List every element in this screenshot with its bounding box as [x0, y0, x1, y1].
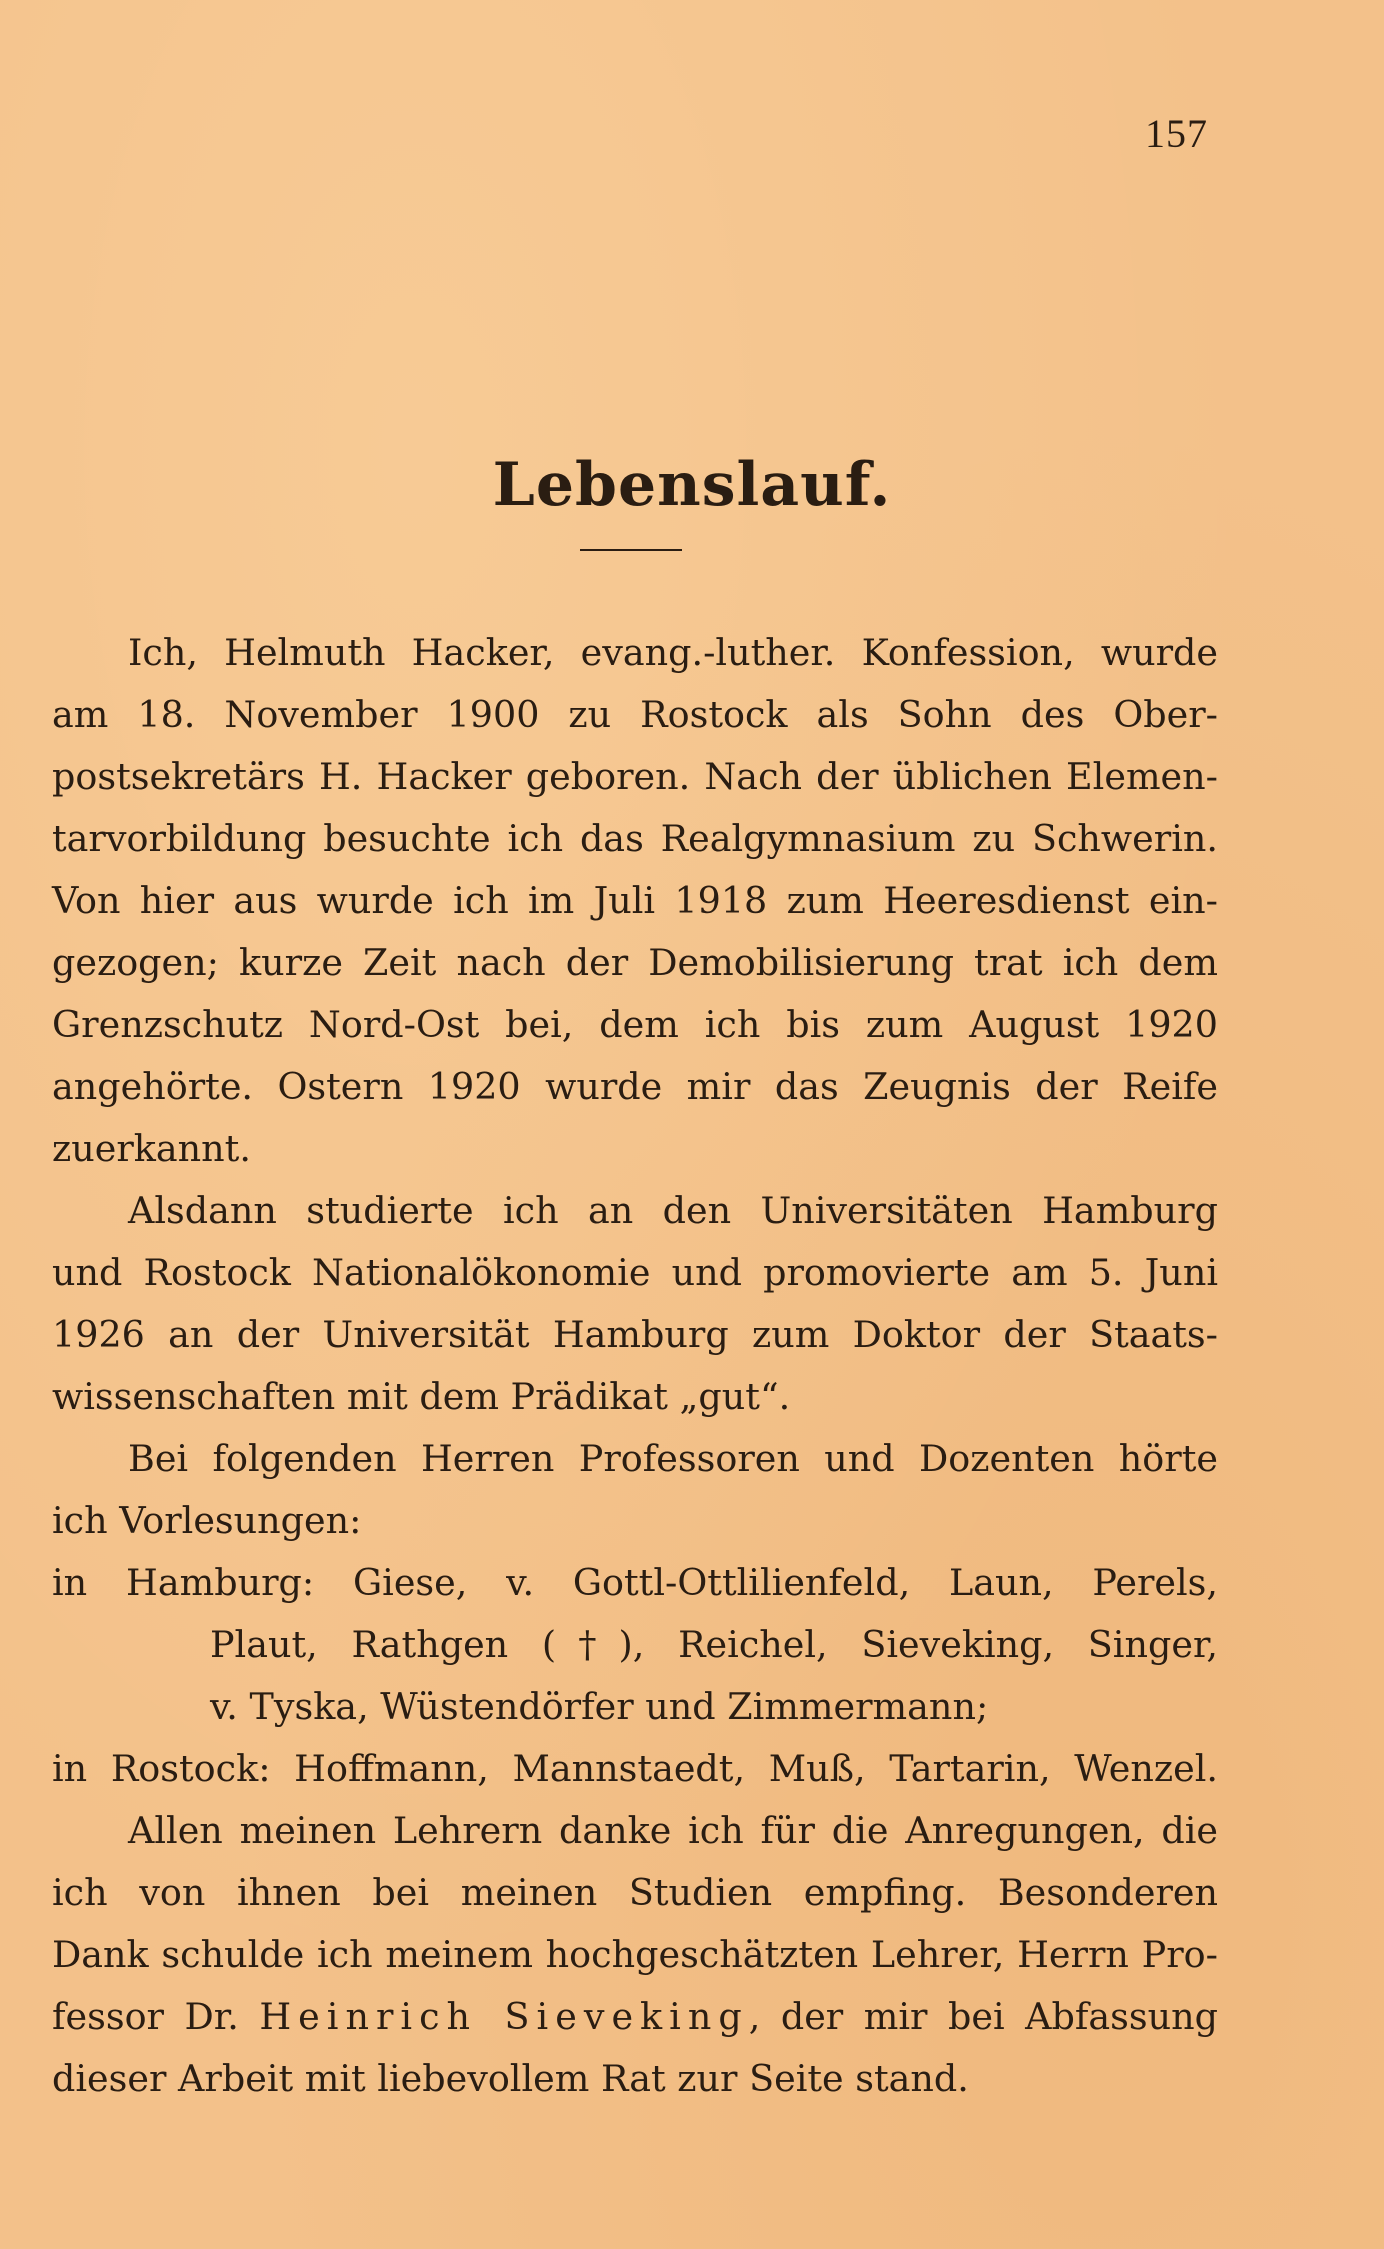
text-line: Bei folgenden Herren Professoren und Dozenten hörte: [128, 1437, 1218, 1480]
lecturer-list-line: in Rostock: Hoffmann, Mannstaedt, Muß, Tartarin, Wenzel.: [52, 1747, 1218, 1790]
text-line: wissenschaften mit dem Prädikat „gut“.: [52, 1375, 791, 1418]
text-line: Von hier aus wurde ich im Juli 1918 zum Heeresdienst ein-: [52, 879, 1218, 922]
text-line: gezogen; kurze Zeit nach der Demobilisierung trat ich dem: [52, 941, 1218, 984]
text-line: Grenzschutz Nord-Ost bei, dem ich bis zum August 1920: [52, 1003, 1218, 1046]
text-line: angehörte. Ostern 1920 wurde mir das Zeugnis der Reife: [52, 1065, 1218, 1108]
text-line: dieser Arbeit mit liebevollem Rat zur Seite stand.: [52, 2057, 969, 2100]
text-line: 1926 an der Universität Hamburg zum Doktor der Staats-: [52, 1313, 1218, 1356]
title-divider: [580, 549, 682, 551]
text-line: [52, 1986, 1218, 2048]
text-line: und Rostock Nationalökonomie und promovierte am 5. Juni: [52, 1251, 1218, 1294]
document-body: [52, 622, 1218, 2110]
lecturer-list-line: Plaut, Rathgen (†), Reichel, Sieveking, Singer,: [210, 1623, 1218, 1666]
text-line: Allen meinen Lehrern danke ich für die Anregungen, die: [128, 1809, 1218, 1852]
emphasized-name: Heinrich Sieveking: [259, 1995, 749, 2038]
page-title: Lebenslauf.: [492, 450, 892, 520]
text-line: Ich, Helmuth Hacker, evang.-luther. Konfession, wurde: [128, 631, 1218, 674]
text-line: tarvorbildung besuchte ich das Realgymnasium zu Schwerin.: [52, 817, 1218, 860]
text-line: zuerkannt.: [52, 1127, 251, 1170]
text-line: Alsdann studierte ich an den Universitäten Hamburg: [128, 1189, 1218, 1232]
text-line: Dank schulde ich meinem hochgeschätzten Lehrer, Herrn Pro-: [52, 1933, 1218, 1976]
page-number: 157: [1145, 111, 1208, 156]
text-line: postsekretärs H. Hacker geboren. Nach der üblichen Elemen-: [52, 755, 1218, 798]
text-fragment: fessor Dr.: [52, 1995, 260, 2038]
lecturer-list-line: v. Tyska, Wüstendörfer und Zimmermann;: [210, 1685, 989, 1728]
text-line: am 18. November 1900 zu Rostock als Sohn des Ober-: [52, 693, 1218, 736]
text-fragment: , der mir bei Abfassung: [748, 1995, 1219, 2038]
text-line: ich von ihnen bei meinen Studien empfing. Besonderen: [52, 1871, 1218, 1914]
text-line: ich Vorlesungen:: [52, 1499, 362, 1542]
lecturer-list-line: in Hamburg: Giese, v. Gottl-Ottlilienfeld, Laun, Perels,: [52, 1561, 1218, 1604]
